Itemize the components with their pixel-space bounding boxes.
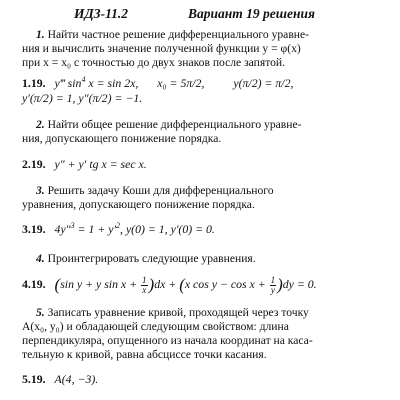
task-number: 1.	[36, 28, 45, 41]
problem-3-19	[22, 222, 388, 237]
task-text: Проинтегрировать следующие уравнения.	[47, 252, 256, 265]
assignment-code: ИДЗ-11.2	[74, 6, 128, 21]
task-text: перпендикуляра, опущенного из начала координат на каса-	[22, 334, 313, 347]
task-text: ния, допускающего понижение порядка.	[22, 132, 222, 145]
task-2	[22, 118, 382, 146]
task-number: 4.	[36, 252, 45, 265]
task-text: ния и вычислить значение полученной функции y = φ(x)	[22, 42, 301, 55]
task-1	[22, 28, 382, 70]
problem-number: 2.19.	[22, 157, 46, 171]
task-text: A(x₀, y₀) и обладающей следующим свойством: длина	[22, 320, 289, 333]
condition: y(π/2) = π/2,	[233, 76, 294, 90]
task-text: Найти общее решение дифференциального уравне-	[47, 118, 302, 131]
x0-value: x₀ = 5π/2,	[157, 76, 205, 90]
task-number: 5.	[36, 306, 45, 319]
problem-4-19	[22, 276, 394, 295]
equation: $4y''^3 = 1 + y'^2$, y(0) = 1, y′(0) = 0.	[54, 221, 215, 236]
point: A(4, −3).	[54, 372, 99, 386]
problem-number: 4.19.	[22, 277, 46, 292]
equation: y″ + y′ tg x = sec x.	[54, 157, 147, 171]
task-text: при x = x₀ с точностью до двух знаков после запятой.	[22, 56, 286, 69]
equation: y‴ $\sin^4 x = \sin 2x$,	[54, 75, 139, 90]
problem-number: 5.19.	[22, 372, 46, 386]
task-text: тельную к кривой, равна абсциссе точки касания.	[22, 348, 267, 361]
page-header	[0, 6, 400, 26]
problem-2-19	[22, 157, 388, 172]
problem-number: 1.19.	[22, 76, 46, 90]
task-number: 2.	[36, 118, 45, 131]
task-text: Записать уравнение кривой, проходящей через точку	[47, 306, 309, 319]
problem-5-19	[22, 372, 388, 387]
task-4	[22, 252, 382, 266]
equation: (sin y + y sin x + $\frac{1}{x}$ )dx + (x cos y − cos x + $\frac{1}{y}$ )dy = 0.	[54, 275, 317, 295]
task-number: 3.	[36, 184, 45, 197]
task-text: Решить задачу Коши для дифференциального	[47, 184, 274, 197]
task-text: уравнения, допускающего понижение порядка.	[22, 198, 255, 211]
task-3	[22, 184, 382, 212]
conditions: y′(π/2) = 1, y″(π/2) = −1.	[22, 91, 143, 105]
problem-number: 3.19.	[22, 222, 46, 236]
variant-title: Вариант 19 решения	[188, 6, 315, 21]
task-5	[22, 306, 382, 362]
problem-1-19	[22, 76, 388, 106]
task-text: Найти частное решение дифференциального уравне-	[47, 28, 310, 41]
